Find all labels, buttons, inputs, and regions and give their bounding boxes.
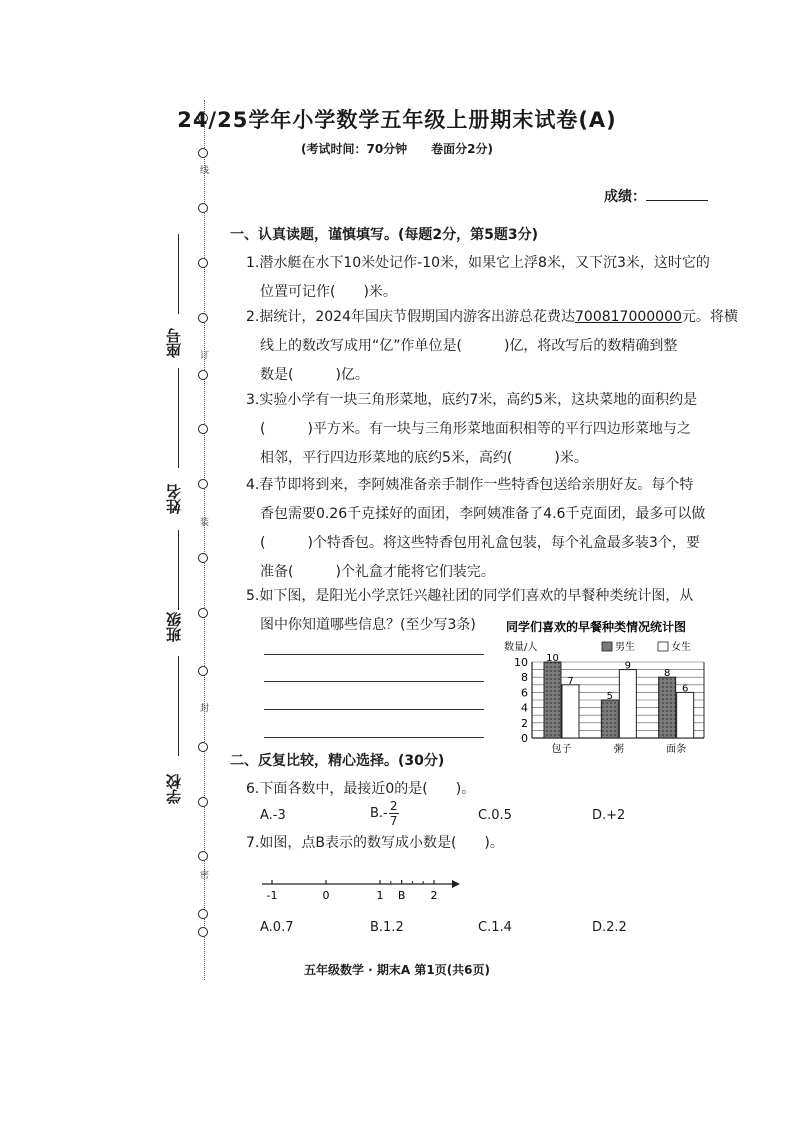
legend-label-boys: 男生 [615, 642, 635, 653]
q3-line: 3.实验小学有一块三角形菜地，底约7米，高约5米，这块菜地的面积约是 [246, 392, 698, 408]
binding-hole [198, 424, 208, 434]
answer-line[interactable] [264, 681, 484, 682]
q5-line: 5.如下图，是阳光小学烹饪兴趣社团的同学们喜欢的早餐种类统计图，从 [246, 588, 694, 604]
q7-option-c[interactable]: C.1.4 [478, 920, 512, 935]
q2-text: 2.据统计，2024年国庆节假期国内游客出游总花费达 [246, 309, 575, 325]
binding-word: 密 [198, 870, 208, 879]
name-line[interactable] [178, 530, 179, 610]
q1-line: 1.潜水艇在水下10米处记作-10米，如果它上浮8米，又下沉3米，这时它的 [246, 255, 710, 271]
school-label: 学校 [165, 774, 183, 804]
question-3 [246, 386, 697, 473]
q4-line: 香包需要0.26千克揉好的面团，李阿姨准备了4.6千克面团，最多可以做 [260, 506, 706, 522]
number-line [256, 872, 476, 904]
fraction-numerator: 2 [389, 799, 398, 813]
seat-number-line[interactable] [178, 234, 179, 314]
q7-option-a[interactable]: A.0.7 [260, 920, 294, 935]
bar-boys [544, 662, 561, 738]
x-category-label: 面条 [666, 744, 687, 754]
y-tick-label: 10 [514, 656, 528, 669]
seat-number-line[interactable] [178, 368, 179, 468]
y-tick-label: 6 [521, 686, 528, 700]
q7-option-b[interactable]: B.1.2 [370, 920, 404, 935]
bar-value-label: 9 [624, 660, 632, 672]
exam-subtitle: (考试时间：70分钟 卷面分2分) [300, 142, 494, 156]
binding-hole [198, 258, 208, 268]
q2-underlined-number: 700817000000 [575, 309, 682, 325]
q7-option-d[interactable]: D.2.2 [592, 920, 627, 935]
q4-line: ( )个特香包。将这些特香包用礼盒包装，每个礼盒最多装3个，要 [260, 535, 700, 551]
bar-value-label: 10 [546, 653, 559, 664]
binding-dotted-line [204, 100, 205, 980]
answer-line[interactable] [264, 654, 484, 655]
question-1 [246, 249, 710, 307]
binding-hole [198, 608, 208, 618]
question-6-stem: 6.下面各数中，最接近0的是( )。 [246, 781, 476, 797]
seat-number-label: 座号 [165, 328, 183, 358]
y-tick-label: 8 [521, 671, 528, 685]
bar-boys [601, 700, 618, 738]
q6-option-b[interactable] [370, 799, 399, 828]
class-label: 班级 [165, 612, 183, 642]
q4-line: 4.春节即将到来，李阿姨准备亲手制作一些特香包送给亲朋好友。每个特 [246, 477, 694, 493]
score-field[interactable] [646, 200, 708, 201]
binding-hole [198, 909, 208, 919]
bar-girls [619, 670, 636, 738]
answer-line[interactable] [264, 709, 484, 710]
binding-hole [198, 666, 208, 676]
binding-hole [198, 797, 208, 807]
binding-hole [198, 313, 208, 323]
x-category-label: 粥 [613, 744, 624, 754]
label-b: B [397, 889, 406, 902]
q2-line: 数是( )亿。 [260, 367, 369, 383]
binding-hole [198, 742, 208, 752]
label-minus-1: -1 [266, 889, 278, 902]
exam-title: 24/25学年小学数学五年级上册期末试卷(A) [177, 108, 617, 132]
score-label: 成绩： [604, 189, 646, 205]
label-2: 2 [430, 889, 438, 902]
label-1: 1 [376, 889, 384, 902]
binding-word: 订 [198, 350, 208, 359]
legend-swatch-girls [658, 642, 668, 651]
q2-text: 元。将横 [681, 309, 738, 325]
y-tick-label: 0 [521, 732, 528, 745]
bar-value-label: 8 [663, 668, 671, 680]
q5-line: 图中你知道哪些信息？(至少写3条) [260, 617, 476, 633]
question-4 [246, 471, 705, 587]
q6-option-b-prefix: B.- [370, 806, 388, 821]
bar-value-label: 6 [681, 683, 689, 695]
binding-hole [198, 927, 208, 937]
fraction-denominator: 7 [389, 814, 398, 828]
legend-label-girls: 女生 [671, 642, 691, 653]
chart-legend [602, 640, 691, 653]
binding-word: 装 [198, 517, 208, 526]
section2-heading: 二、反复比较，精心选择。(30分) [230, 753, 445, 769]
q1-line: 位置可记作( )米。 [260, 284, 397, 300]
bar-value-label: 7 [567, 675, 574, 687]
binding-hole [198, 479, 208, 489]
q2-line [246, 303, 738, 332]
legend-swatch-boys [602, 642, 612, 651]
y-tick-label: 4 [521, 701, 528, 715]
q3-line: ( )平方米。有一块与三角形菜地面积相等的平行四边形菜地与之 [260, 421, 691, 437]
page-footer: 五年级数学 · 期末A 第1页(共6页) [303, 963, 491, 977]
section1-heading: 一、认真读题，谨慎填写。(每题2分，第5题3分) [230, 227, 539, 243]
q2-line: 线上的数改写成用“亿”作单位是( )亿，将改写后的数精确到整 [260, 338, 678, 354]
q6-option-d[interactable]: D.+2 [592, 808, 626, 823]
y-tick-label: 2 [521, 716, 528, 730]
x-category-label: 包子 [551, 744, 572, 754]
q6-option-b-fraction [389, 799, 399, 828]
q6-option-a[interactable]: A.-3 [260, 808, 286, 823]
q4-line: 准备( )个礼盒才能将它们装完。 [260, 564, 495, 580]
answer-line[interactable] [264, 737, 484, 738]
binding-hole [198, 370, 208, 380]
chart-title: 同学们喜欢的早餐种类情况统计图 [506, 620, 687, 634]
label-0: 0 [322, 889, 330, 902]
binding-hole [198, 203, 208, 213]
binding-word: 线 [198, 165, 208, 174]
binding-hole [198, 851, 208, 861]
binding-word: 封 [198, 703, 208, 712]
chart-ylabel: 数量/人 [504, 642, 538, 653]
breakfast-chart [486, 618, 726, 754]
question-7-stem: 7.如图，点B表示的数写成小数是( )。 [246, 835, 504, 851]
bar-girls [562, 685, 579, 738]
bar-boys [659, 677, 676, 738]
number-line-arrow [452, 880, 460, 888]
class-line[interactable] [178, 656, 179, 756]
bar-girls [677, 692, 694, 738]
name-label: 姓名 [165, 484, 183, 514]
q3-line: 相邻，平行四边形菜地的底约5米，高约( )米。 [260, 450, 588, 466]
question-2 [246, 303, 738, 390]
q6-option-c[interactable]: C.0.5 [478, 808, 512, 823]
binding-hole [198, 553, 208, 563]
bar-value-label: 5 [606, 691, 614, 702]
